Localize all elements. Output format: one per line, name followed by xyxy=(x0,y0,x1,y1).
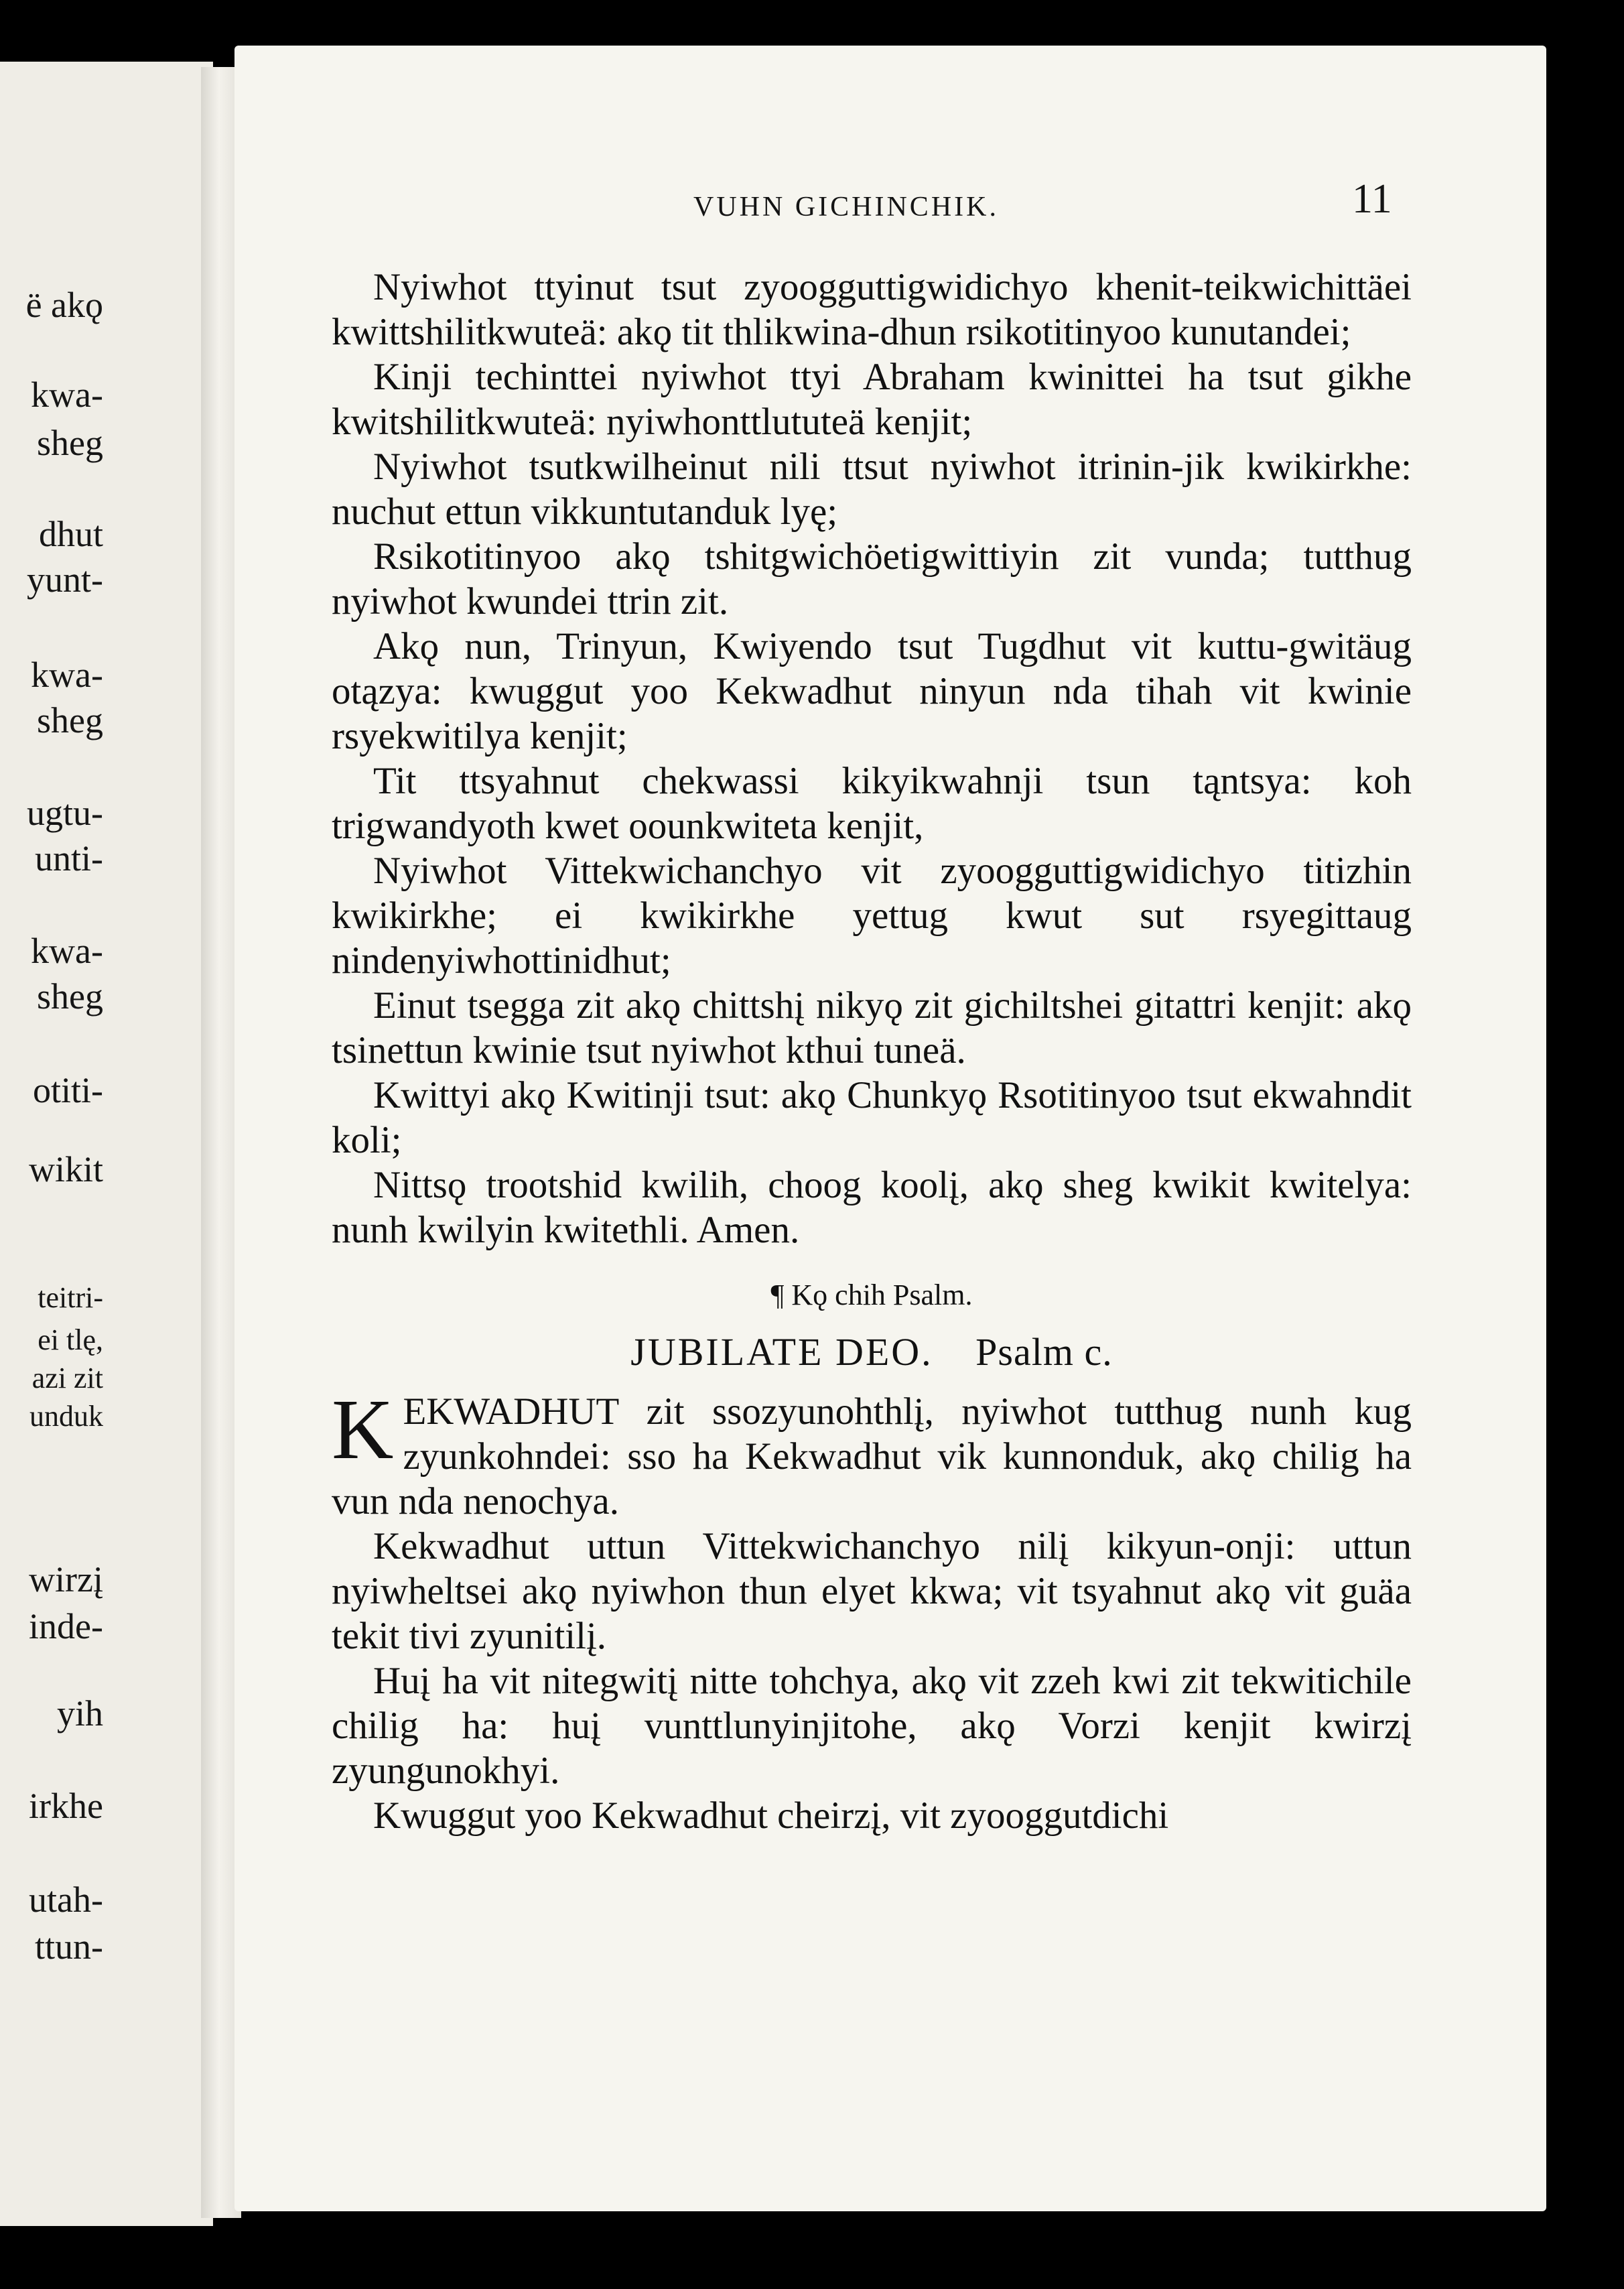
psalm-first-verse xyxy=(332,1382,1412,1524)
left-fragment: otiti- xyxy=(33,1070,103,1110)
psalm-heading xyxy=(332,1329,1412,1374)
left-fragment: teitri- xyxy=(38,1281,103,1314)
verse: Nyiwhot Vittekwichanchyo vit zyoogguttigwidichyo titizhin kwikirkhe; ei kwikirkhe yettug kwut sut rsyegittaug nindenyiwhottinidhut; xyxy=(332,850,1412,982)
left-fragment: sheg xyxy=(37,423,103,463)
page-number: 11 xyxy=(1352,176,1392,222)
verse: Nyiwhot ttyinut tsut zyoogguttigwidichyo khenit-teikwichittäei kwittshilitkwuteä: akǫ tit thlikwina-dhun rsikotitinyoo kunutandei; xyxy=(332,266,1412,353)
left-fragment: wikit xyxy=(28,1149,103,1189)
psalm-first-verse-text: EKWADHUT zit ssozyunohthlį, nyiwhot tutthug nunh kug zyunkohndei: sso ha Kekwadhut vik kunnonduk, akǫ chilig ha vun nda nenochya. xyxy=(332,1390,1412,1522)
psalm-verse: Huį ha vit nitegwitį nitte tohchya, akǫ vit zzeh kwi zit tekwitichile chilig ha: huį vunttlunyinjitohe, akǫ Vorzi kenjit kwirzį zyungunokhyi. xyxy=(332,1660,1412,1792)
left-fragment: ttun- xyxy=(35,1926,103,1967)
left-fragment: irkhe xyxy=(29,1786,103,1826)
left-fragment: inde- xyxy=(29,1606,103,1646)
verse: Tit ttsyahnut chekwassi kikyikwahnji tsun tąntsya: koh trigwandyoth kwet oounkwiteta kenjit, xyxy=(332,760,1412,847)
verse: Einut tsegga zit akǫ chittshį nikyǫ zit gichiltshei gitattri kenjit: akǫ tsinettun kwinie tsut nyiwhot kthui tuneä. xyxy=(332,984,1412,1071)
left-fragment: dhut xyxy=(38,514,103,554)
left-fragment: ë akǫ xyxy=(25,285,103,325)
verse: Nittsǫ trootshid kwilih, choog koolį, akǫ sheg kwikit kwitelya: nunh kwilyin kwitethli. Amen. xyxy=(332,1164,1412,1251)
left-fragment: azi zit xyxy=(31,1362,103,1394)
rubric: ¶ Kǫ chih Psalm. xyxy=(770,1279,973,1311)
left-fragment: sheg xyxy=(37,700,103,740)
verse: Akǫ nun, Trinyun, Kwiyendo tsut Tugdhut vit kuttu-gwitäug otązya: kwuggut yoo Kekwadhut ninyun nda tihah vit kwinie rsyekwitilya kenjit; xyxy=(332,625,1412,757)
psalm-verse: Kwuggut yoo Kekwadhut cheirzį, vit zyooggutdichi xyxy=(373,1794,1169,1837)
left-fragment: utah- xyxy=(29,1880,103,1920)
verse: Kinji techinttei nyiwhot ttyi Abraham kwinittei ha tsut gikhe kwitshilitkwuteä: nyiwhonttlututeä kenjit; xyxy=(332,356,1412,443)
left-fragment: kwa- xyxy=(31,931,103,971)
psalm-title: JUBILATE DEO. xyxy=(630,1330,933,1374)
verse: Nyiwhot tsutkwilheinut nili ttsut nyiwhot itrinin-jik kwikirkhe: nuchut ettun vikkuntutanduk lyę; xyxy=(332,446,1412,533)
left-fragment: wirzį xyxy=(29,1559,103,1599)
left-fragment: sheg xyxy=(37,976,103,1017)
running-header: VUHN GICHINCHIK. xyxy=(693,192,999,222)
left-fragment: unti- xyxy=(35,838,103,878)
left-fragment: yunt- xyxy=(27,560,103,600)
left-fragment: ugtu- xyxy=(27,793,103,833)
left-fragment: kwa- xyxy=(31,375,103,415)
verse: Rsikotitinyoo akǫ tshitgwichöetigwittiyin zit vunda; tutthug nyiwhot kwundei ttrin zit. xyxy=(332,535,1412,623)
page-body xyxy=(332,265,1412,1838)
left-fragment: unduk xyxy=(29,1400,103,1433)
verse: Kwittyi akǫ Kwitinji tsut: akǫ Chunkyǫ Rsotitinyoo tsut ekwahndit koli; xyxy=(332,1074,1412,1161)
left-fragment: yih xyxy=(56,1693,103,1734)
left-fragment: kwa- xyxy=(31,655,103,695)
drop-cap: K xyxy=(332,1382,394,1477)
left-fragment: ei tlę, xyxy=(38,1323,103,1356)
psalm-verse: Kekwadhut uttun Vittekwichanchyo nilį kikyun-onji: uttun nyiwheltsei akǫ nyiwhon thun elyet kkwa; vit tsyahnut akǫ vit guäa tekit tivi zyunitilį. xyxy=(332,1525,1412,1657)
psalm-number: Psalm c. xyxy=(975,1330,1113,1374)
